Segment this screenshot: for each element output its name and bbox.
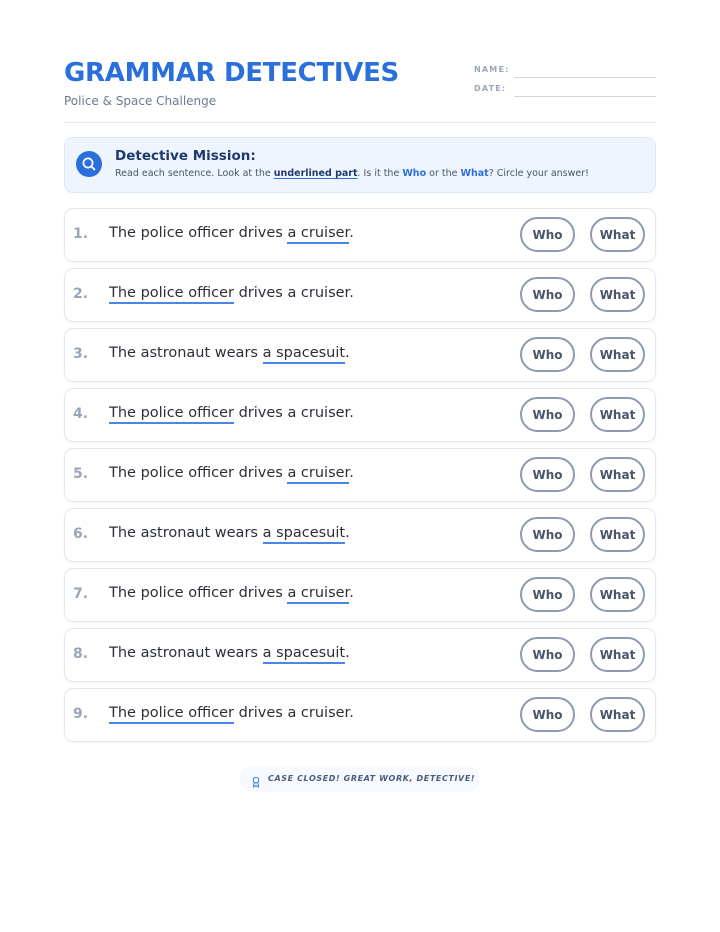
who-choice-button[interactable]: Who [520, 577, 575, 612]
who-term: Who [402, 168, 427, 179]
what-choice-button[interactable]: What [590, 457, 645, 492]
what-choice-button[interactable]: What [590, 217, 645, 252]
question-number: 2. [73, 286, 89, 302]
mission-heading: Detective Mission: [115, 148, 256, 164]
underlined-part: a cruiser [287, 585, 349, 604]
footer-badge [240, 766, 480, 792]
mission-instructions: Read each sentence. Look at the underlined part. Is it the Who or the What? Circle your answer! [115, 168, 589, 179]
question-number: 8. [73, 646, 89, 662]
date-label: DATE: [474, 84, 507, 93]
underlined-part: a spacesuit [263, 525, 346, 544]
header-divider [64, 122, 656, 123]
underlined-part-term: underlined part [273, 168, 358, 179]
question-number: 6. [73, 526, 89, 542]
what-choice-button[interactable]: What [590, 277, 645, 312]
date-field[interactable] [474, 84, 656, 98]
question-number: 5. [73, 466, 89, 482]
what-term: What [460, 168, 489, 179]
who-choice-button[interactable]: Who [520, 397, 575, 432]
underlined-part: The police officer [109, 285, 234, 304]
name-line[interactable] [514, 77, 656, 78]
question-number: 4. [73, 406, 89, 422]
question-sentence: The police officer drives a cruiser. [109, 585, 354, 601]
who-choice-button[interactable]: Who [520, 457, 575, 492]
who-choice-button[interactable]: Who [520, 337, 575, 372]
who-choice-button[interactable]: Who [520, 517, 575, 552]
question-row [64, 508, 656, 562]
question-number: 3. [73, 346, 89, 362]
who-choice-button[interactable]: Who [520, 697, 575, 732]
underlined-part: a cruiser [287, 225, 349, 244]
question-row [64, 688, 656, 742]
what-choice-button[interactable]: What [590, 397, 645, 432]
what-choice-button[interactable]: What [590, 637, 645, 672]
underlined-part: a spacesuit [263, 345, 346, 364]
who-choice-button[interactable]: Who [520, 217, 575, 252]
badge-ribbon-icon [250, 773, 262, 792]
question-number: 1. [73, 226, 89, 242]
name-label: NAME: [474, 65, 510, 74]
question-row [64, 388, 656, 442]
who-choice-button[interactable]: Who [520, 637, 575, 672]
underlined-part: a cruiser [287, 465, 349, 484]
name-field[interactable] [474, 65, 656, 79]
page-subtitle: Police & Space Challenge [64, 94, 217, 108]
question-sentence: The astronaut wears a spacesuit. [109, 345, 350, 361]
what-choice-button[interactable]: What [590, 697, 645, 732]
question-number: 7. [73, 586, 89, 602]
question-sentence: The astronaut wears a spacesuit. [109, 525, 350, 541]
question-sentence: The police officer drives a cruiser. [109, 465, 354, 481]
question-row [64, 268, 656, 322]
question-row [64, 208, 656, 262]
question-number: 9. [73, 706, 89, 722]
mission-box [64, 137, 656, 193]
magnifying-glass-icon [76, 151, 102, 177]
footer-message: CASE CLOSED! GREAT WORK, DETECTIVE! [268, 774, 476, 783]
who-choice-button[interactable]: Who [520, 277, 575, 312]
question-row [64, 568, 656, 622]
question-sentence: The police officer drives a cruiser. [109, 405, 354, 421]
question-sentence: The police officer drives a cruiser. [109, 705, 354, 721]
what-choice-button[interactable]: What [590, 577, 645, 612]
question-row [64, 448, 656, 502]
underlined-part: The police officer [109, 405, 234, 424]
underlined-part: The police officer [109, 705, 234, 724]
question-sentence: The police officer drives a cruiser. [109, 225, 354, 241]
what-choice-button[interactable]: What [590, 517, 645, 552]
question-sentence: The police officer drives a cruiser. [109, 285, 354, 301]
question-row [64, 628, 656, 682]
question-sentence: The astronaut wears a spacesuit. [109, 645, 350, 661]
page-title: GRAMMAR DETECTIVES [64, 58, 399, 88]
date-line[interactable] [514, 96, 656, 97]
what-choice-button[interactable]: What [590, 337, 645, 372]
question-row [64, 328, 656, 382]
underlined-part: a spacesuit [263, 645, 346, 664]
